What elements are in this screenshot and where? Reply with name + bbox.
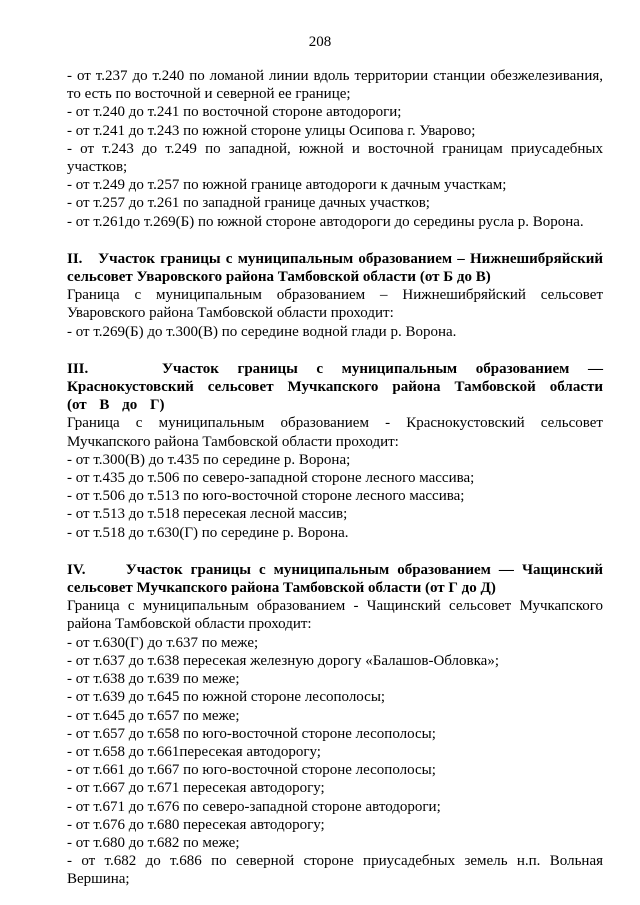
list-item: - от т.300(В) до т.435 по середине р. Ворона; bbox=[67, 451, 351, 468]
list-item: - от т.638 до т.639 по меже; bbox=[67, 671, 240, 688]
list-item: - от т.513 до т.518 пересекая лесной массив; bbox=[67, 506, 348, 523]
section-number: II. bbox=[67, 250, 83, 267]
section-4 bbox=[67, 561, 603, 889]
list-item: - от т.240 до т.241 по восточной стороне автодороги; bbox=[67, 104, 402, 121]
list-item: - от т.682 до т.686 по северной стороне приусадебных земель н.п. Вольная Вершина; bbox=[67, 853, 603, 888]
section-heading bbox=[67, 250, 603, 286]
list-item: - от т.237 до т.240 по ломаной линии вдоль территории станции обезжелезивания, то есть по восточной и северной ее границе; bbox=[67, 68, 603, 103]
section-2 bbox=[67, 250, 603, 341]
intro-list bbox=[67, 67, 603, 231]
document-body bbox=[67, 67, 603, 889]
section-title: Участок границы с муниципальным образованием — Чащинский сельсовет Мучкапского района Тамбовской области (от Г до Д) bbox=[67, 561, 603, 597]
list-item: - от т.637 до т.638 пересекая железную дорогу «Балашов-Обловка»; bbox=[67, 652, 499, 669]
list-item: - от т.257 до т.261 по западной границе дачных участков; bbox=[67, 195, 430, 212]
section-number: III. bbox=[67, 360, 89, 377]
list-item: - от т.518 до т.630(Г) по середине р. Ворона. bbox=[67, 524, 349, 541]
list-item: - от т.506 до т.513 по юго-восточной стороне лесного массива; bbox=[67, 488, 465, 505]
section-number: IV. bbox=[67, 561, 86, 578]
section-heading bbox=[67, 360, 603, 415]
list-item: - от т.639 до т.645 по южной стороне лесополосы; bbox=[67, 689, 386, 706]
list-item: - от т.676 до т.680 пересекая автодорогу; bbox=[67, 816, 325, 833]
list-item: - от т.241 до т.243 по южной стороне улицы Осипова г. Уварово; bbox=[67, 122, 476, 139]
section-title: Участок границы с муниципальным образованием – Нижнешибряйский сельсовет Уваровского района Тамбовской области (от Б до В) bbox=[67, 250, 603, 286]
section-3 bbox=[67, 360, 603, 542]
list-item: - от т.661 до т.667 по юго-восточной стороне лесополосы; bbox=[67, 762, 436, 779]
list-item: - от т.671 до т.676 по северо-западной стороне автодороги; bbox=[67, 798, 441, 815]
list-item: - от т.435 до т.506 по северо-западной стороне лесного массива; bbox=[67, 470, 475, 487]
section-title: Участок границы с муниципальным образованием — Краснокустовский сельсовет Мучкапского района Тамбовской области (от В до Г) bbox=[67, 360, 603, 414]
list-item: - от т.657 до т.658 по юго-восточной стороне лесополосы; bbox=[67, 725, 436, 742]
section-intro: Граница с муниципальным образованием - Чащинский сельсовет Мучкапского района Тамбовской области проходит: bbox=[67, 598, 603, 633]
list-item: - от т.269(Б) до т.300(В) по середине водной глади р. Ворона. bbox=[67, 323, 457, 340]
section-heading bbox=[67, 561, 603, 597]
page-number: 208 bbox=[308, 34, 332, 50]
section-intro: Граница с муниципальным образованием – Нижнешибряйский сельсовет Уваровского района Тамбовской области проходит: bbox=[67, 287, 603, 322]
list-item: - от т.261до т.269(Б) по южной стороне автодороги до середины русла р. Ворона. bbox=[67, 213, 584, 230]
list-item: - от т.680 до т.682 по меже; bbox=[67, 834, 240, 851]
list-item: - от т.249 до т.257 по южной границе автодороги к дачным участкам; bbox=[67, 177, 507, 194]
list-item: - от т.630(Г) до т.637 по меже; bbox=[67, 634, 259, 651]
list-item: - от т.243 до т.249 по западной, южной и восточной границам приусадебных участков; bbox=[67, 140, 603, 176]
list-item: - от т.667 до т.671 пересекая автодорогу; bbox=[67, 780, 325, 797]
list-item: - от т.645 до т.657 по меже; bbox=[67, 707, 240, 724]
list-item: - от т.658 до т.661пересекая автодорогу; bbox=[67, 743, 321, 760]
section-intro: Граница с муниципальным образованием - Краснокустовский сельсовет Мучкапского района Тамбовской области проходит: bbox=[67, 415, 603, 450]
